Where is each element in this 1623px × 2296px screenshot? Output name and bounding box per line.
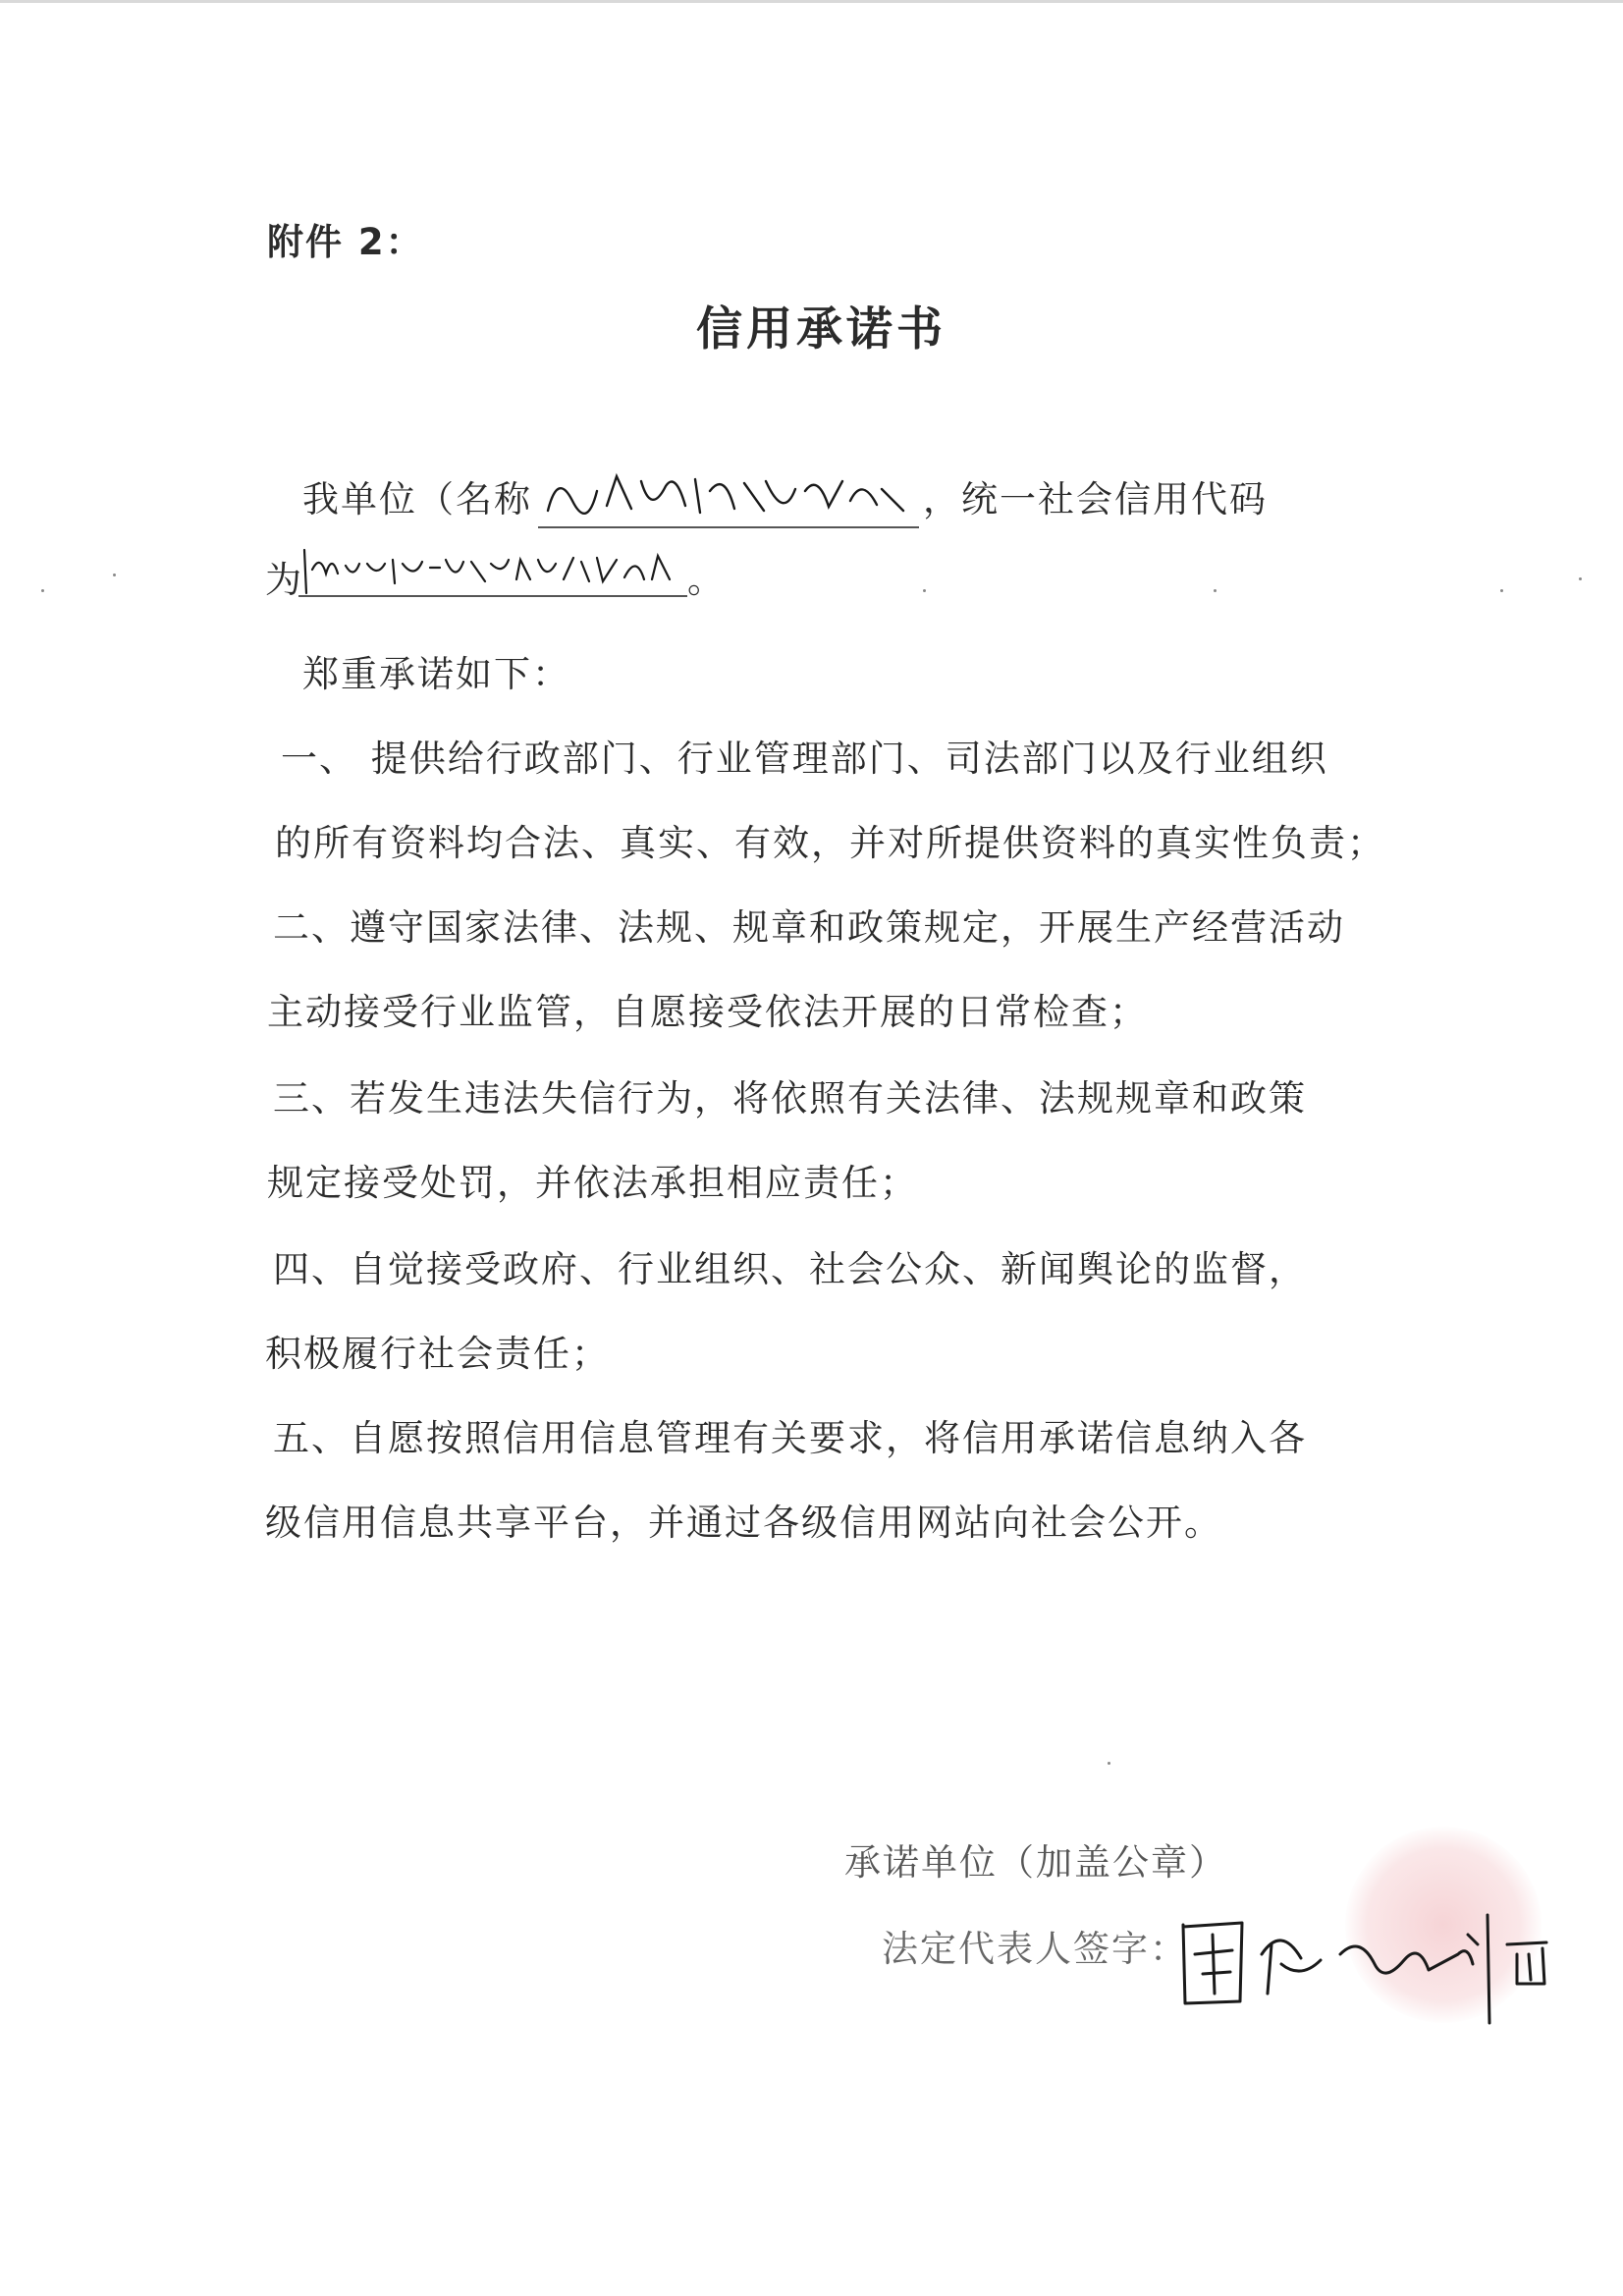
scan-speck bbox=[41, 589, 44, 592]
clause-line: 主动接受行业监管，自愿接受依法开展的日常检查； bbox=[267, 991, 1148, 1033]
clause-line: 的所有资料均合法、真实、有效，并对所提供资料的真实性负责； bbox=[275, 822, 1385, 864]
document-title: 信用承诺书 bbox=[696, 302, 947, 356]
scan-speck bbox=[1500, 589, 1503, 592]
handwriting-name-graphic bbox=[538, 462, 919, 526]
handwritten-credit-code bbox=[298, 540, 687, 597]
intro-line-1-suffix: ，统一社会信用代码 bbox=[923, 478, 1268, 520]
clause-line: 级信用信息共享平台，并通过各级信用网站向社会公开。 bbox=[265, 1502, 1222, 1544]
intro-line-2-suffix: 。 bbox=[687, 559, 726, 601]
intro-line-1-prefix: 我单位（名称 bbox=[302, 478, 532, 520]
clause-line: 三、若发生违法失信行为，将依照有关法律、法规规章和政策 bbox=[273, 1077, 1307, 1120]
clause-line: 规定接受处罚，并依法承担相应责任； bbox=[267, 1162, 918, 1204]
intro-line-2-prefix: 为 bbox=[265, 559, 303, 601]
pledge-heading: 郑重承诺如下： bbox=[302, 653, 570, 695]
clause-line: 积极履行社会责任； bbox=[265, 1333, 610, 1375]
handwritten-signature bbox=[1173, 1886, 1586, 2033]
legal-representative-label: 法定代表人签字： bbox=[882, 1928, 1188, 1970]
attachment-label: 附件 2： bbox=[267, 221, 424, 263]
clause-line: 二、遵守国家法律、法规、规章和政策规定，开展生产经营活动 bbox=[273, 906, 1345, 949]
scan-speck bbox=[1579, 577, 1582, 580]
committing-unit-label: 承诺单位（加盖公章） bbox=[844, 1841, 1227, 1884]
handwriting-code-graphic bbox=[298, 540, 687, 595]
scan-border bbox=[0, 0, 1623, 3]
scan-speck bbox=[1214, 589, 1217, 592]
clause-line: 四、自觉接受政府、行业组织、社会公众、新闻舆论的监督， bbox=[273, 1248, 1307, 1290]
clause-line: 一、 提供给行政部门、行业管理部门、司法部门以及行业组织 bbox=[281, 738, 1328, 780]
clause-line: 五、自愿按照信用信息管理有关要求，将信用承诺信息纳入各 bbox=[273, 1417, 1307, 1459]
scan-speck bbox=[1108, 1762, 1110, 1765]
handwritten-company-name bbox=[538, 462, 919, 528]
signature-graphic bbox=[1173, 1886, 1586, 2033]
scan-speck bbox=[113, 574, 116, 576]
scan-speck bbox=[923, 589, 926, 592]
